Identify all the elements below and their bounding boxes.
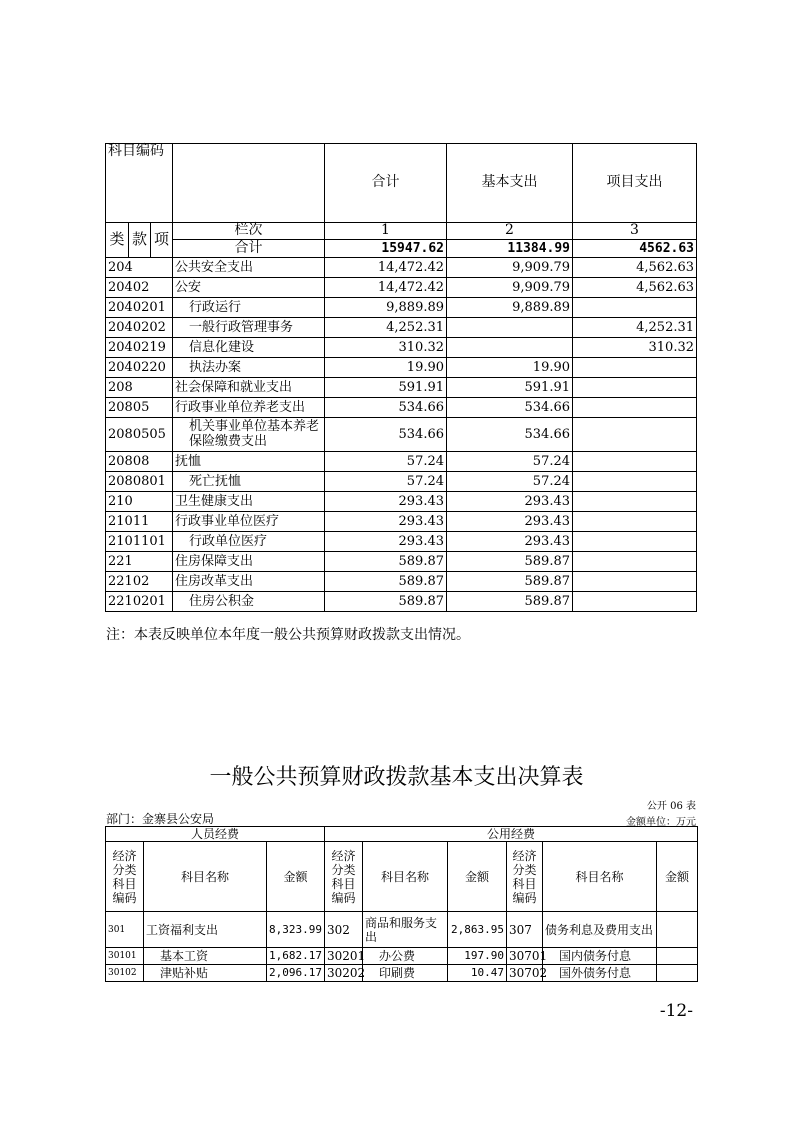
page-number: -12-: [659, 1001, 693, 1021]
row-basic: 9,909.79: [447, 257, 573, 277]
table-row: [106, 912, 698, 948]
row-name: 抚恤: [173, 451, 325, 471]
row-name: 机关事业单位基本养老保险缴费支出: [173, 417, 325, 451]
row-basic: 534.66: [447, 397, 573, 417]
name-header-2: 科目名称: [363, 842, 448, 912]
row-total: 293.43: [325, 511, 447, 531]
public-name: 商品和服务支出: [363, 912, 448, 948]
table-row: [106, 277, 697, 297]
code-header-2: 经济分类科目编码: [325, 842, 363, 912]
table-row: [106, 337, 697, 357]
row-code: 2101101: [106, 531, 173, 551]
index-1: 1: [325, 222, 447, 239]
personnel-amount: 1,682.17: [267, 948, 325, 965]
row-total: 591.91: [325, 377, 447, 397]
public-amount: 197.90: [448, 948, 507, 965]
row-total: 534.66: [325, 397, 447, 417]
row-total: 293.43: [325, 491, 447, 511]
row-basic: 534.66: [447, 417, 573, 451]
row-basic: [447, 337, 573, 357]
grand-total-project: 4562.63: [573, 239, 697, 257]
row-basic: 293.43: [447, 491, 573, 511]
row-project: [573, 491, 697, 511]
table-note: 注：本表反映单位本年度一般公共预算财政拨款支出情况。: [106, 627, 470, 643]
table-row: [106, 571, 697, 591]
table-row: [106, 357, 697, 377]
row-code: 210: [106, 491, 173, 511]
name-header-1: 科目名称: [144, 842, 267, 912]
public-amount: 2,863.95: [448, 912, 507, 948]
row-code: 2080505: [106, 417, 173, 451]
row-name: 卫生健康支出: [173, 491, 325, 511]
xiang-header: 项: [151, 222, 173, 257]
col-project-header: 项目支出: [573, 144, 697, 223]
row-total: 14,472.42: [325, 257, 447, 277]
total-label: 合计: [173, 239, 325, 257]
row-total: 293.43: [325, 531, 447, 551]
row-project: 310.32: [573, 337, 697, 357]
amount-header-1: 金额: [267, 842, 325, 912]
row-code: 2080801: [106, 471, 173, 491]
row-name: 行政事业单位医疗: [173, 511, 325, 531]
row-code: 20808: [106, 451, 173, 471]
public-code: 30201: [325, 948, 363, 965]
row-basic: [447, 317, 573, 337]
row-total: 589.87: [325, 551, 447, 571]
row-basic: 293.43: [447, 531, 573, 551]
basic-expenditure-table: [105, 826, 698, 982]
col-total-header: 合计: [325, 144, 447, 223]
row-basic: 19.90: [447, 357, 573, 377]
row-name: 公共安全支出: [173, 257, 325, 277]
expenditure-table: [105, 143, 697, 612]
debt-name: 国内债务付息: [543, 948, 657, 965]
row-code: 2210201: [106, 591, 173, 611]
personnel-name: 津贴补贴: [144, 965, 267, 982]
debt-name: 债务利息及费用支出: [543, 912, 657, 948]
table-number: 公开 06 表: [646, 801, 696, 812]
row-basic: 589.87: [447, 551, 573, 571]
personnel-name: 基本工资: [144, 948, 267, 965]
amount-unit: 金额单位：万元: [626, 817, 696, 828]
row-project: 4,252.31: [573, 317, 697, 337]
table-row: [106, 297, 697, 317]
personnel-code: 30101: [106, 948, 144, 965]
row-name: 行政单位医疗: [173, 531, 325, 551]
row-code: 2040219: [106, 337, 173, 357]
col-basic-header: 基本支出: [447, 144, 573, 223]
row-project: 4,562.63: [573, 257, 697, 277]
row-name: 住房改革支出: [173, 571, 325, 591]
table-row: [106, 965, 698, 982]
table-row: [106, 511, 697, 531]
row-code: 221: [106, 551, 173, 571]
row-total: 19.90: [325, 357, 447, 377]
row-total: 4,252.31: [325, 317, 447, 337]
personnel-code: 301: [106, 912, 144, 948]
row-code: 2040220: [106, 357, 173, 377]
personnel-amount: 8,323.99: [267, 912, 325, 948]
row-code: 2040202: [106, 317, 173, 337]
row-total: 589.87: [325, 571, 447, 591]
row-total: 589.87: [325, 591, 447, 611]
lei-header: 类: [106, 222, 129, 257]
personnel-group-header: 人员经费: [106, 827, 325, 842]
debt-code: 30701: [507, 948, 543, 965]
table-row: [106, 397, 697, 417]
public-code: 302: [325, 912, 363, 948]
public-group-header: 公用经费: [325, 827, 698, 842]
row-project: [573, 551, 697, 571]
row-project: [573, 471, 697, 491]
row-code: 204: [106, 257, 173, 277]
row-total: 57.24: [325, 451, 447, 471]
row-project: [573, 297, 697, 317]
table-row: [106, 317, 697, 337]
debt-amount: [657, 965, 698, 982]
row-code: 2040201: [106, 297, 173, 317]
row-basic: 9,889.89: [447, 297, 573, 317]
row-name: 社会保障和就业支出: [173, 377, 325, 397]
public-name: 印刷费: [363, 965, 448, 982]
amount-header-3: 金额: [657, 842, 698, 912]
personnel-name: 工资福利支出: [144, 912, 267, 948]
row-total: 534.66: [325, 417, 447, 451]
row-basic: 589.87: [447, 591, 573, 611]
public-name: 办公费: [363, 948, 448, 965]
table-row: [106, 491, 697, 511]
public-code: 30202: [325, 965, 363, 982]
row-project: [573, 511, 697, 531]
row-total: 57.24: [325, 471, 447, 491]
row-name: 行政运行: [173, 297, 325, 317]
table-row: [106, 531, 697, 551]
table-row: [106, 948, 698, 965]
grand-total-basic: 11384.99: [447, 239, 573, 257]
row-basic: 57.24: [447, 451, 573, 471]
table-row: [106, 417, 697, 451]
row-name: 信息化建设: [173, 337, 325, 357]
row-project: [573, 531, 697, 551]
row-code: 22102: [106, 571, 173, 591]
row-project: [573, 591, 697, 611]
row-name: 死亡抚恤: [173, 471, 325, 491]
row-basic: 9,909.79: [447, 277, 573, 297]
row-name: 一般行政管理事务: [173, 317, 325, 337]
debt-amount: [657, 948, 698, 965]
row-code: 21011: [106, 511, 173, 531]
row-name: 公安: [173, 277, 325, 297]
row-total: 9,889.89: [325, 297, 447, 317]
row-project: [573, 417, 697, 451]
personnel-amount: 2,096.17: [267, 965, 325, 982]
row-total: 310.32: [325, 337, 447, 357]
row-project: [573, 357, 697, 377]
table-row: [106, 257, 697, 277]
row-project: [573, 397, 697, 417]
table-row: [106, 591, 697, 611]
table-row: [106, 471, 697, 491]
row-project: 4,562.63: [573, 277, 697, 297]
index-2: 2: [447, 222, 573, 239]
index-3: 3: [573, 222, 697, 239]
row-project: [573, 377, 697, 397]
subject-code-header: 科目编码: [106, 144, 173, 222]
kuan-header: 款: [129, 222, 151, 257]
row-basic: 589.87: [447, 571, 573, 591]
row-total: 14,472.42: [325, 277, 447, 297]
personnel-code: 30102: [106, 965, 144, 982]
table-row: [106, 551, 697, 571]
row-name: 住房公积金: [173, 591, 325, 611]
row-basic: 591.91: [447, 377, 573, 397]
row-code: 20402: [106, 277, 173, 297]
section-title: 一般公共预算财政拨款基本支出决算表: [209, 765, 584, 790]
debt-code: 30702: [507, 965, 543, 982]
grand-total: 15947.62: [325, 239, 447, 257]
debt-amount: [657, 912, 698, 948]
table-row: [106, 377, 697, 397]
department-label: 部门：金寨县公安局: [106, 812, 215, 826]
row-basic: 57.24: [447, 471, 573, 491]
table-row: [106, 451, 697, 471]
row-basic: 293.43: [447, 511, 573, 531]
amount-header-2: 金额: [448, 842, 507, 912]
row-name: 住房保障支出: [173, 551, 325, 571]
debt-code: 307: [507, 912, 543, 948]
row-name: 行政事业单位养老支出: [173, 397, 325, 417]
row-code: 20805: [106, 397, 173, 417]
row-project: [573, 451, 697, 471]
debt-name: 国外债务付息: [543, 965, 657, 982]
code-header-1: 经济分类科目编码: [106, 842, 144, 912]
row-name: 执法办案: [173, 357, 325, 377]
row-code: 208: [106, 377, 173, 397]
public-amount: 10.47: [448, 965, 507, 982]
code-header-3: 经济分类科目编码: [507, 842, 543, 912]
lanci-label: 栏次: [173, 222, 325, 239]
name-header-3: 科目名称: [543, 842, 657, 912]
row-project: [573, 571, 697, 591]
